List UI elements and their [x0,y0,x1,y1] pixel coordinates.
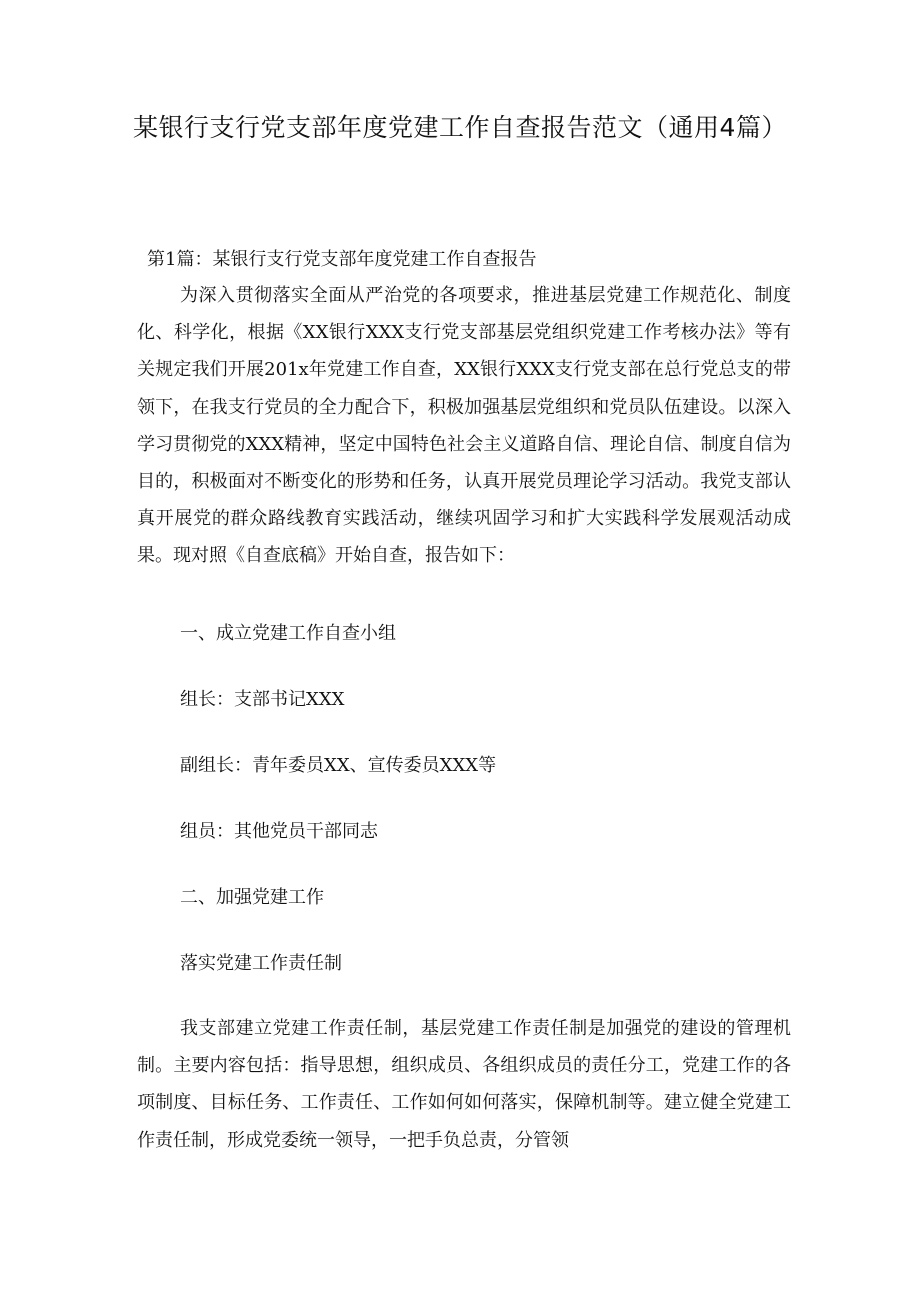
deputy-leader-line: 副组长：青年委员XX、宣传委员XXX等 [180,755,497,776]
responsibility-paragraph: 我支部建立党建工作责任制，基层党建工作责任制是加强党的建设的管理机制。主要内容包括：指导思想，组织成员、各组织成员的责任分工，党建工作的各项制度、目标任务、工作责任、工作如何如何落实，保障机制等。建立健全党建工作责任制，形成党委统一领导，一把手负总责，分管领 [137,1018,791,1151]
section-heading-1: 一、成立党建工作自查小组 [180,623,396,644]
article-subtitle: 第1篇：某银行支行党支部年度党建工作自查报告 [147,249,537,270]
members-line: 组员：其他党员干部同志 [180,821,378,842]
subsection-heading: 落实党建工作责任制 [180,953,342,974]
intro-paragraph: 为深入贯彻落实全面从严治党的各项要求，推进基层党建工作规范化、制度化、科学化，根据《XX银行XXX支行党支部基层党组织党建工作考核办法》等有关规定我们开展201x年党建工作自查，XX银行XXX支行党支部在总行党总支的带领下，在我支行党员的全力配合下，积极加强基层党组织和党员队伍建设。以深入学习贯彻党的XXX精神，坚定中国特色社会主义道路自信、理论自信、制度自信为目的，积极面对不断变化的形势和任务，认真开展党员理论学习活动。我党支部认真开展党的群众路线教育实践活动，继续巩固学习和扩大实践科学发展观活动成果。现对照《自查底稿》开始自查，报告如下： [137,285,791,567]
group-leader-line: 组长：支部书记XXX [180,689,345,710]
document-title: 某银行支行党支部年度党建工作自查报告范文（通用4篇） [133,113,787,142]
section-heading-2: 二、加强党建工作 [180,887,324,908]
